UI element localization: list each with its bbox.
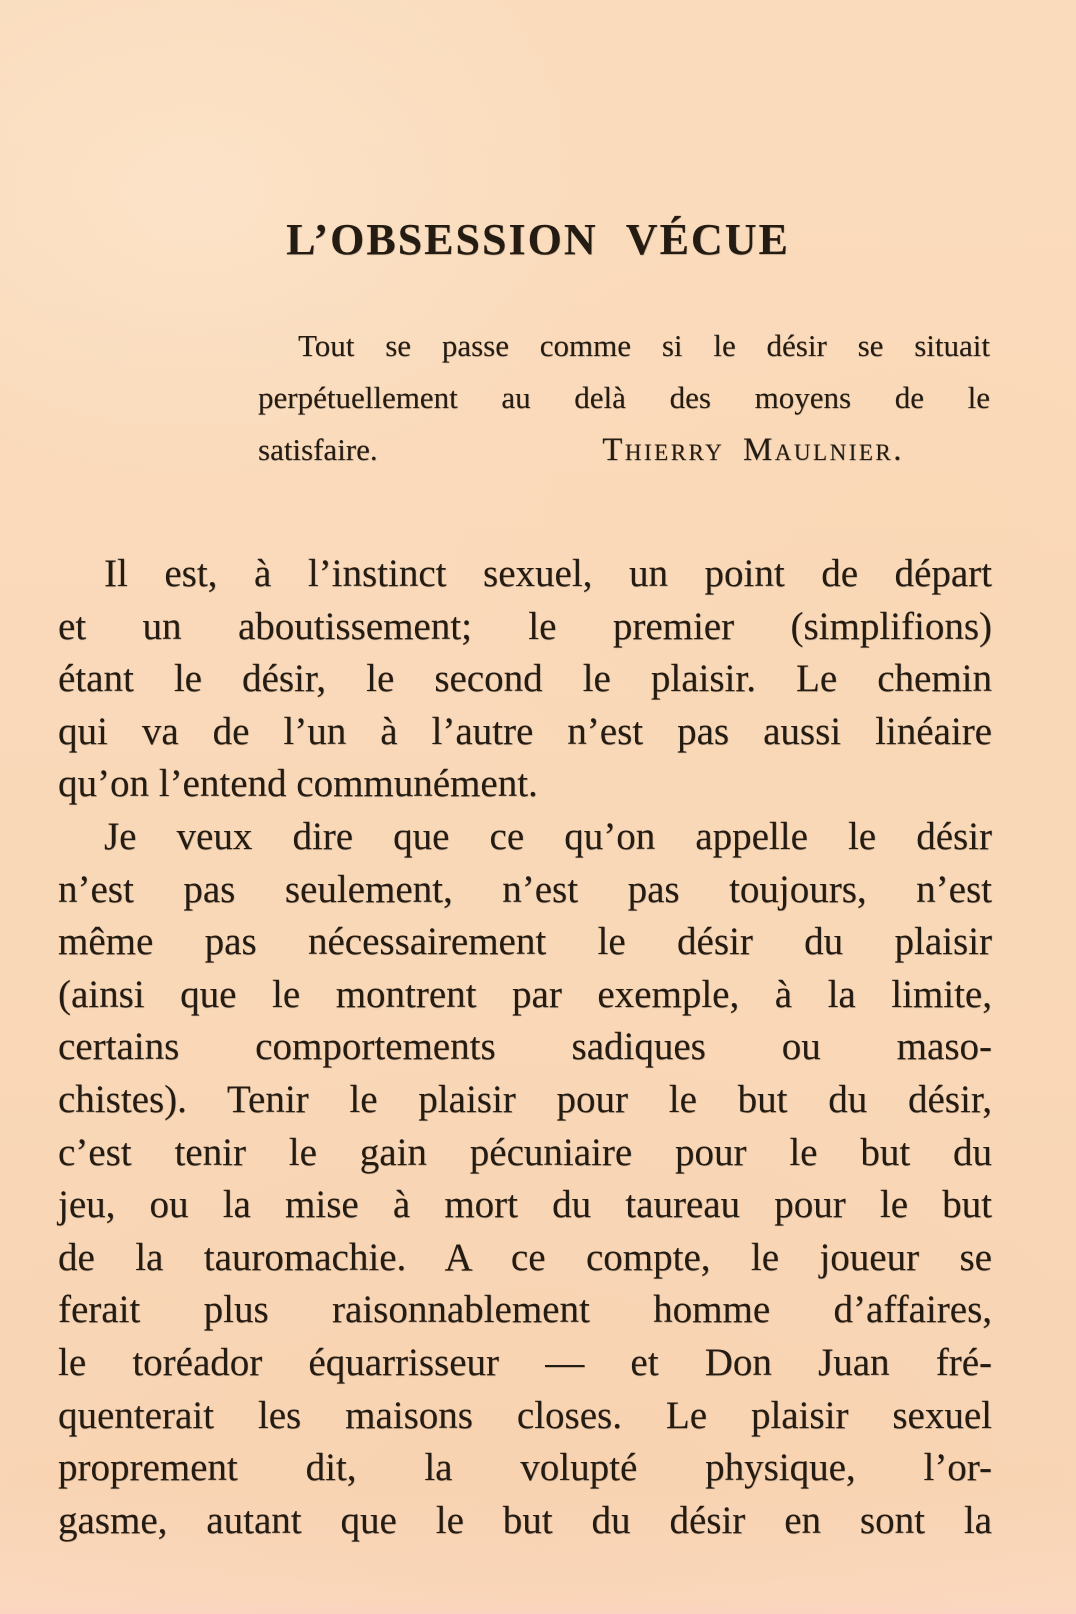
body-line: qui va de l’un à l’autre n’est pas aussi linéaire [58, 709, 992, 753]
body-line: n’est pas seulement, n’est pas toujours, n’est [58, 867, 992, 911]
epigraph-closing-row [258, 424, 990, 476]
epigraph [258, 320, 990, 476]
body-text [58, 548, 992, 1547]
body-line: proprement dit, la volupté physique, l’or- [58, 1446, 992, 1490]
body-line: chistes). Tenir le plaisir pour le but du désir, [58, 1077, 992, 1121]
page-title: L’OBSESSION VÉCUE [286, 215, 790, 264]
body-line: qu’on l’entend communément. [58, 762, 538, 806]
body-line: le toréador équarrisseur — et Don Juan fré- [58, 1340, 992, 1384]
page-bottom-edge [0, 1598, 1076, 1614]
body-line: jeu, ou la mise à mort du taureau pour le but [58, 1183, 992, 1227]
epigraph-attribution: Thierry Maulnier. [602, 432, 904, 468]
body-line: certains comportements sadiques ou maso- [58, 1025, 992, 1069]
body-line: de la tauromachie. A ce compte, le joueur se [58, 1235, 992, 1279]
body-line: étant le désir, le second le plaisir. Le chemin [58, 657, 992, 701]
body-lines [58, 548, 992, 1547]
epigraph-closing: satisfaire. [258, 432, 378, 467]
body-line: Il est, à l’instinct sexuel, un point de départ [104, 552, 992, 595]
body-line: gasme, autant que le but du désir en sont la [58, 1498, 992, 1542]
epigraph-line: perpétuellement au delà des moyens de le [258, 380, 990, 415]
body-line: quenterait les maisons closes. Le plaisir sexuel [58, 1393, 992, 1437]
body-line: Je veux dire que ce qu’on appelle le désir [104, 814, 992, 858]
body-line: c’est tenir le gain pécuniaire pour le but du [58, 1130, 992, 1174]
body-line: (ainsi que le montrent par exemple, à la limite, [58, 972, 992, 1016]
body-line: et un aboutissement; le premier (simplifions) [58, 604, 992, 648]
epigraph-lines [258, 320, 990, 424]
body-line: même pas nécessairement le désir du plaisir [58, 920, 992, 964]
epigraph-line: Tout se passe comme si le désir se situait [298, 328, 990, 363]
body-line: ferait plus raisonnablement homme d’affaires, [58, 1288, 992, 1332]
